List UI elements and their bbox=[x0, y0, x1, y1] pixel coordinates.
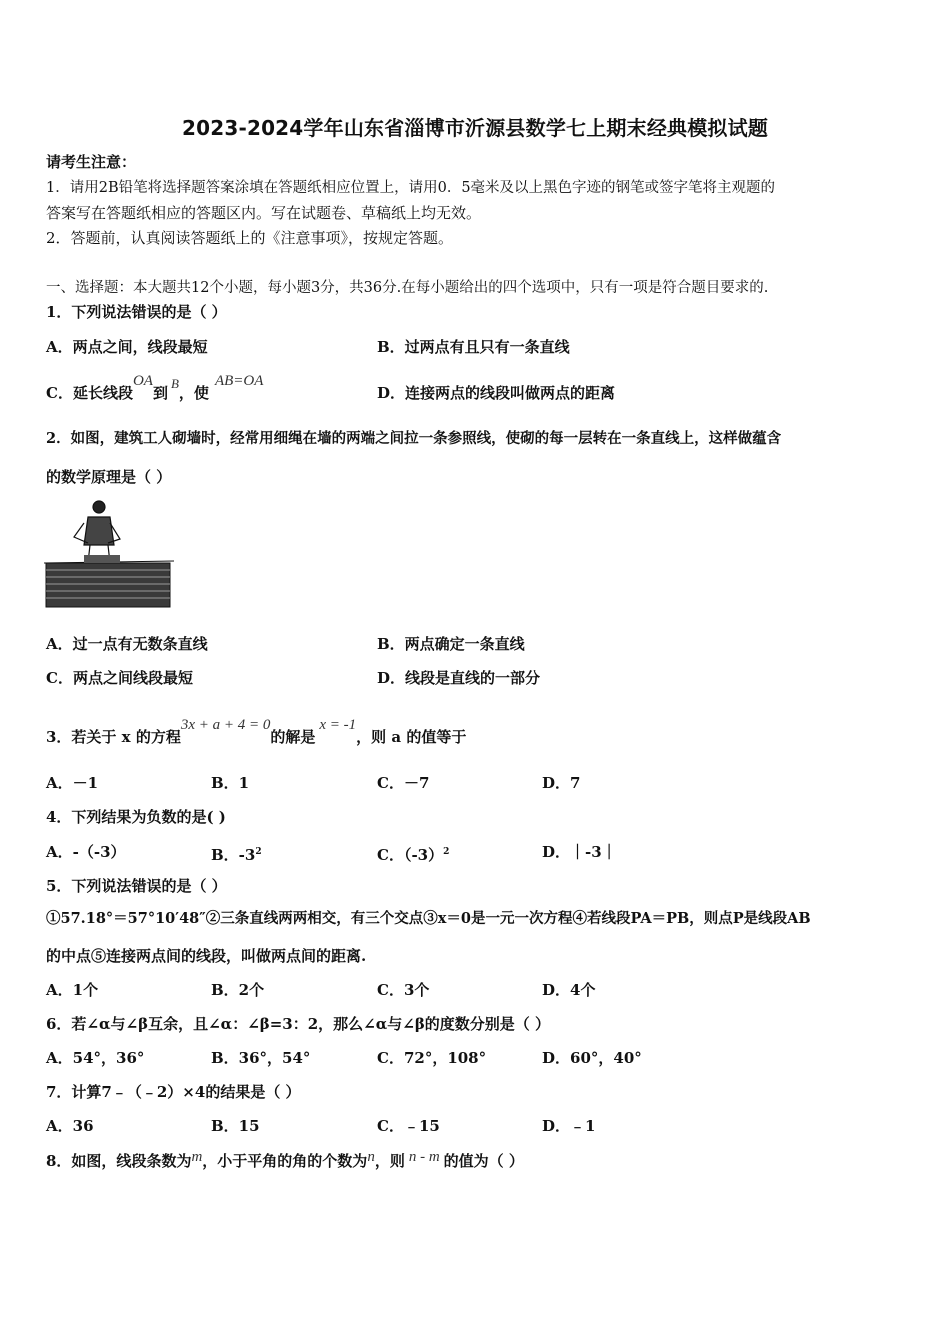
q4-option-b-text: B．-3 bbox=[211, 846, 256, 864]
question-7-stem: 7．计算7﹣（﹣2）×4的结果是（ ） bbox=[46, 1083, 301, 1101]
bricklayer-figure bbox=[44, 497, 174, 611]
q5-option-d: D．4个 bbox=[542, 981, 596, 999]
q2-option-d: D．线段是直线的一部分 bbox=[377, 669, 541, 687]
notice-heading: 请考生注意： bbox=[46, 153, 137, 171]
q4-option-c-text: C．（-3） bbox=[377, 846, 444, 864]
math-n: n bbox=[367, 1149, 375, 1165]
q5-option-b: B．2个 bbox=[211, 981, 265, 999]
q7-option-b: B．15 bbox=[211, 1117, 260, 1135]
question-4-stem: 4．下列结果为负数的是( ) bbox=[46, 808, 226, 826]
q8-mid2: ，则 bbox=[374, 1152, 405, 1170]
q1-option-c-to: 到 bbox=[152, 384, 168, 402]
question-3-stem bbox=[46, 717, 467, 748]
question-5-statements-line-1: ①57.18°＝57°10′48″②三条直线两两相交，有三个交点③x＝0是一元一次方程④若线段PA＝PB，则点P是线段AB bbox=[46, 910, 811, 927]
math-equation: 3x + a + 4 = 0 bbox=[180, 717, 271, 733]
q8-mid: ，小于平角的角的个数为 bbox=[202, 1152, 368, 1170]
question-6-stem: 6．若∠α与∠β互余，且∠α：∠β=3：2，那么∠α与∠β的度数分别是（ ） bbox=[46, 1015, 551, 1033]
q3-option-a: A．－1 bbox=[46, 774, 99, 792]
math-oa: OA bbox=[132, 373, 153, 389]
q6-option-d: D．60°，40° bbox=[542, 1049, 642, 1067]
math-solution: x = -1 bbox=[319, 717, 357, 733]
q7-option-a: A．36 bbox=[46, 1117, 94, 1135]
q1-option-c-pre: C．延长线段 bbox=[46, 384, 133, 402]
question-8-stem bbox=[46, 1151, 524, 1172]
q4-option-b-sup: 2 bbox=[255, 847, 262, 857]
q3-option-d: D．7 bbox=[542, 774, 581, 792]
q1-option-a: A．两点之间，线段最短 bbox=[46, 338, 208, 356]
q2-option-c: C．两点之间线段最短 bbox=[46, 669, 193, 687]
q1-option-c bbox=[46, 373, 264, 404]
q4-option-c-sup: 2 bbox=[443, 847, 450, 857]
section-heading: 一、选择题：本大题共12个小题，每小题3分，共36分.在每小题给出的四个选项中，只有一项是符合题目要求的. bbox=[46, 280, 769, 296]
q8-pre: 8．如图，线段条数为 bbox=[46, 1152, 192, 1170]
notice-line-1: 1．请用2B铅笔将选择题答案涂填在答题纸相应位置上，请用0．5毫米及以上黑色字迹的钢笔或签字笔将主观题的 bbox=[46, 180, 776, 196]
q4-option-b bbox=[211, 842, 262, 865]
page-title: 2023-2024学年山东省淄博市沂源县数学七上期末经典模拟试题 bbox=[181, 116, 769, 140]
question-2-stem-line-2: 的数学原理是（ ） bbox=[46, 468, 172, 486]
question-1-stem: 1．下列说法错误的是（ ） bbox=[46, 303, 227, 321]
q3-option-c: C．－7 bbox=[377, 774, 430, 792]
q1-option-d: D．连接两点的线段叫做两点的距离 bbox=[377, 384, 616, 402]
q5-option-c: C．3个 bbox=[377, 981, 430, 999]
q8-post: 的值为（ ） bbox=[443, 1152, 524, 1170]
math-m: m bbox=[191, 1149, 203, 1165]
q3-option-b: B．1 bbox=[211, 774, 250, 792]
q3-mid: 的解是 bbox=[270, 728, 316, 746]
q5-option-a: A．1个 bbox=[46, 981, 99, 999]
q3-post: ，则 a 的值等于 bbox=[356, 728, 467, 746]
q4-option-d: D．｜-3｜ bbox=[542, 843, 617, 861]
q2-option-b: B．两点确定一条直线 bbox=[377, 635, 525, 653]
q1-option-c-mid: ，使 bbox=[178, 384, 209, 402]
q7-option-d: D．﹣1 bbox=[542, 1117, 596, 1135]
q6-option-c: C．72°，108° bbox=[377, 1049, 487, 1067]
notice-line-2: 2．答题前，认真阅读答题纸上的《注意事项》，按规定答题。 bbox=[46, 229, 454, 247]
q2-option-a: A．过一点有无数条直线 bbox=[46, 635, 208, 653]
question-5-statements-line-2: 的中点⑤连接两点间的线段，叫做两点间的距离. bbox=[46, 947, 367, 965]
math-ab-eq-oa: AB=OA bbox=[214, 373, 264, 389]
q4-option-c bbox=[377, 842, 449, 865]
q1-option-b: B．过两点有且只有一条直线 bbox=[377, 338, 570, 356]
q7-option-c: C．﹣15 bbox=[377, 1117, 440, 1135]
math-b: B bbox=[170, 376, 179, 391]
q3-pre: 3．若关于 x 的方程 bbox=[46, 728, 181, 746]
question-5-stem: 5．下列说法错误的是（ ） bbox=[46, 877, 227, 895]
math-n-minus-m: n - m bbox=[408, 1149, 440, 1165]
q6-option-b: B．36°，54° bbox=[211, 1049, 311, 1067]
question-2-stem-line-1: 2．如图，建筑工人砌墙时，经常用细绳在墙的两端之间拉一条参照线，使砌的每一层转在一条直线上，这样做蕴含 bbox=[46, 430, 782, 447]
q6-option-a: A．54°，36° bbox=[46, 1049, 145, 1067]
notice-line-1b: 答案写在答题纸相应的答题区内。写在试题卷、草稿纸上均无效。 bbox=[46, 204, 482, 222]
q4-option-a: A．-（-3） bbox=[46, 843, 126, 861]
